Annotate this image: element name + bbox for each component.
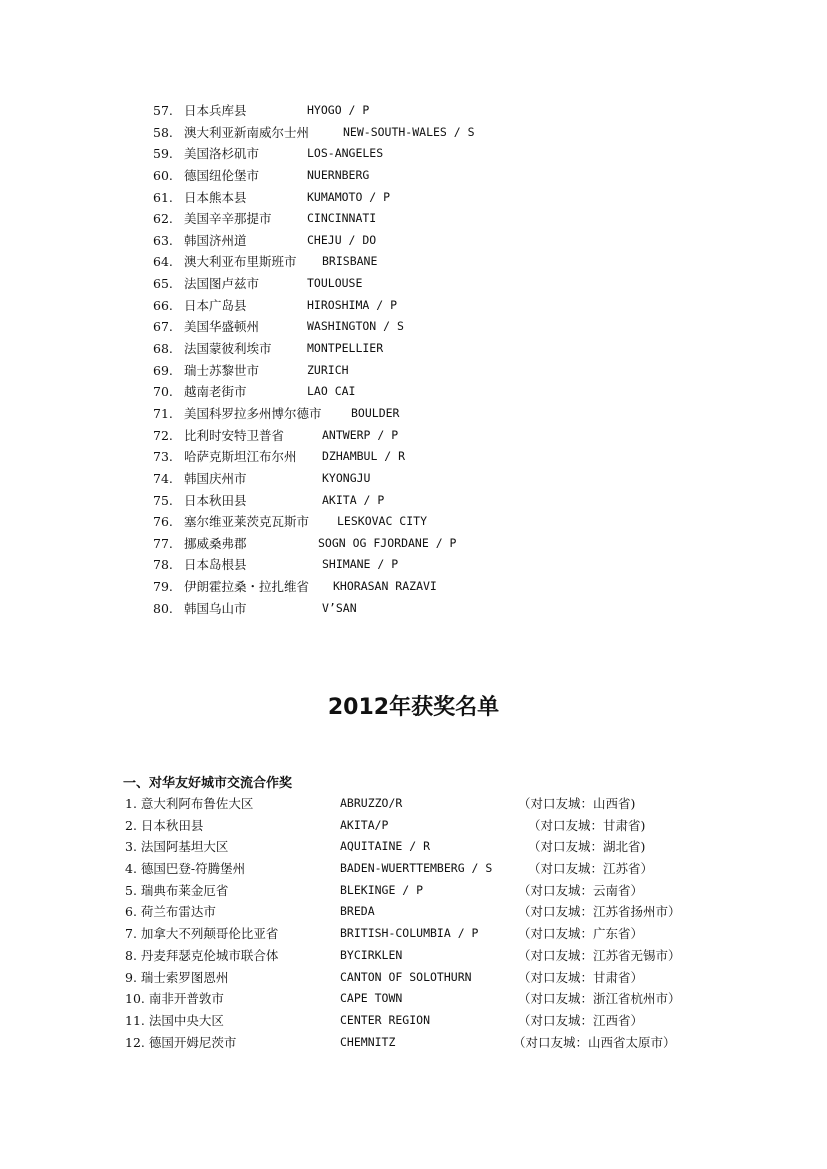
item-number: 80. — [153, 600, 173, 616]
item-number: 69. — [153, 362, 173, 378]
city-name-chinese: 12. 德国开姆尼茨市 — [125, 1034, 237, 1050]
list-item — [0, 858, 827, 880]
city-name-english: CENTER REGION — [340, 1012, 431, 1027]
city-name-english: KHORASAN RAZAVI — [333, 579, 437, 594]
list-item — [0, 576, 827, 598]
city-name-chinese: 法国蒙彼利埃市 — [184, 341, 272, 357]
item-number: 62. — [153, 211, 173, 227]
city-name-chinese: 澳大利亚布里斯班市 — [184, 254, 297, 270]
item-number: 79. — [153, 579, 173, 595]
city-name-english: NUERNBERG — [307, 167, 370, 182]
city-name-chinese: 5. 瑞典布莱金厄省 — [125, 882, 229, 898]
city-name-chinese: 3. 法国阿基坦大区 — [125, 839, 229, 855]
city-name-english: BRISBANE — [322, 254, 378, 269]
list-item — [0, 923, 827, 945]
city-name-chinese: 日本秋田县 — [184, 492, 247, 508]
city-name-english: CHEMNITZ — [340, 1034, 396, 1049]
list-item — [0, 554, 827, 576]
city-name-english: V’SAN — [322, 600, 357, 615]
item-number: 71. — [153, 405, 173, 421]
list-item — [0, 468, 827, 490]
city-name-chinese: 韩国乌山市 — [184, 600, 247, 616]
list-item — [0, 338, 827, 360]
list-item — [0, 793, 827, 815]
list-item — [0, 945, 827, 967]
list-item — [0, 425, 827, 447]
item-number: 64. — [153, 254, 173, 270]
city-name-english: BRITISH-COLUMBIA / P — [340, 926, 479, 941]
city-name-chinese: 7. 加拿大不列颠哥伦比亚省 — [125, 926, 279, 942]
item-number: 57. — [153, 103, 173, 118]
city-name-english: LOS-ANGELES — [307, 146, 384, 161]
item-number: 76. — [153, 514, 173, 530]
list-item — [0, 143, 827, 165]
city-name-english: SOGN OG FJORDANE / P — [318, 535, 457, 550]
item-number: 67. — [153, 319, 173, 335]
partner-city: （对口友城：山西省太原市） — [513, 1034, 676, 1050]
list-item — [0, 988, 827, 1010]
list-item — [0, 208, 827, 230]
partner-city: （对口友城：广东省） — [518, 926, 644, 942]
city-name-english: HIROSHIMA / P — [307, 297, 398, 312]
city-name-chinese: 4. 德国巴登-符腾堡州 — [125, 861, 246, 877]
city-name-chinese: 美国洛杉矶市 — [184, 146, 260, 162]
list-item — [0, 880, 827, 902]
list-item — [0, 251, 827, 273]
city-name-chinese: 10. 南非开普敦市 — [125, 991, 224, 1007]
city-name-english: NEW-SOUTH-WALES / S — [343, 124, 475, 139]
list-item — [0, 967, 827, 989]
item-number: 78. — [153, 557, 173, 573]
partner-city: （对口友城：云南省） — [518, 882, 644, 898]
city-name-chinese: 比利时安特卫普省 — [184, 427, 285, 443]
city-name-english: KYONGJU — [322, 470, 371, 485]
item-number: 70. — [153, 384, 173, 400]
city-name-english: BADEN-WUERTTEMBERG / S — [340, 861, 493, 876]
partner-city: （对口友城：湖北省) — [528, 839, 646, 855]
city-name-chinese: 日本兵库县 — [184, 103, 247, 118]
list-item — [0, 490, 827, 512]
list-item — [0, 511, 827, 533]
list-item — [0, 815, 827, 837]
city-name-chinese: 澳大利亚新南威尔士州 — [184, 124, 310, 140]
city-name-english: DZHAMBUL / R — [322, 449, 406, 464]
city-name-english: AKITA / P — [322, 492, 385, 507]
list-item — [0, 165, 827, 187]
list-item — [0, 273, 827, 295]
city-name-english: SHIMANE / P — [322, 557, 399, 572]
list-item — [0, 122, 827, 144]
city-name-chinese: 德国纽伦堡市 — [184, 167, 260, 183]
list-item — [0, 446, 827, 468]
city-name-chinese: 11. 法国中央大区 — [125, 1012, 224, 1028]
list-item — [0, 1032, 827, 1054]
city-name-english: LESKOVAC CITY — [337, 514, 428, 529]
city-name-chinese: 1. 意大利阿布鲁佐大区 — [125, 796, 254, 811]
city-name-chinese: 日本广岛县 — [184, 297, 247, 313]
city-name-english: CINCINNATI — [307, 211, 377, 226]
city-name-english: KUMAMOTO / P — [307, 189, 391, 204]
city-name-chinese: 越南老街市 — [184, 384, 247, 400]
city-name-chinese: 6. 荷兰布雷达市 — [125, 904, 216, 920]
partner-city: （对口友城：山西省) — [518, 796, 636, 811]
city-name-english: BREDA — [340, 904, 375, 919]
list-item — [0, 360, 827, 382]
city-name-chinese: 韩国济州道 — [184, 232, 247, 248]
partner-city: （对口友城：浙江省杭州市） — [518, 991, 681, 1007]
city-name-chinese: 法国图卢兹市 — [184, 276, 260, 292]
item-number: 72. — [153, 427, 173, 443]
city-name-chinese: 2. 日本秋田县 — [125, 817, 204, 833]
city-name-chinese: 挪威桑弗郡 — [184, 535, 247, 551]
city-name-english: CHEJU / DO — [307, 232, 377, 247]
city-name-chinese: 美国华盛顿州 — [184, 319, 260, 335]
list-item — [0, 403, 827, 425]
city-name-english: ABRUZZO/R — [340, 796, 403, 810]
city-name-english: AKITA/P — [340, 817, 389, 832]
city-name-chinese: 日本岛根县 — [184, 557, 247, 573]
award-list-2012-section1 — [0, 793, 827, 1053]
city-name-english: AQUITAINE / R — [340, 839, 431, 854]
list-item — [0, 836, 827, 858]
item-number: 58. — [153, 124, 173, 140]
partner-city: （对口友城：甘肃省） — [518, 969, 644, 985]
city-name-english: LAO CAI — [307, 384, 356, 399]
item-number: 63. — [153, 232, 173, 248]
list-item — [0, 533, 827, 555]
partner-city: （对口友城：甘肃省) — [528, 817, 646, 833]
city-name-chinese: 伊朗霍拉桑・拉扎维省 — [184, 579, 310, 595]
city-name-chinese: 8. 丹麦拜瑟克伦城市联合体 — [125, 947, 279, 963]
city-name-english: BYCIRKLEN — [340, 947, 403, 962]
partner-city: （对口友城：江苏省） — [528, 861, 654, 877]
list-item — [0, 381, 827, 403]
item-number: 74. — [153, 470, 173, 486]
list-item — [0, 598, 827, 620]
city-name-chinese: 韩国庆州市 — [184, 470, 247, 486]
city-name-english: WASHINGTON / S — [307, 319, 404, 334]
city-name-english: HYOGO / P — [307, 103, 370, 117]
city-name-english: BOULDER — [351, 405, 400, 420]
list-item — [0, 187, 827, 209]
partner-city: （对口友城：江苏省无锡市） — [518, 947, 681, 963]
item-number: 61. — [153, 189, 173, 205]
city-name-english: TOULOUSE — [307, 276, 363, 291]
partner-city: （对口友城：江西省） — [518, 1012, 644, 1028]
item-number: 73. — [153, 449, 173, 465]
list-item — [0, 1010, 827, 1032]
item-number: 60. — [153, 167, 173, 183]
city-name-chinese: 美国辛辛那提市 — [184, 211, 272, 227]
page-title: 2012年获奖名单 — [327, 695, 500, 720]
item-number: 68. — [153, 341, 173, 357]
city-name-chinese: 瑞士苏黎世市 — [184, 362, 260, 378]
city-name-chinese: 哈萨克斯坦江布尔州 — [184, 449, 297, 465]
item-number: 66. — [153, 297, 173, 313]
city-name-english: CANTON OF SOLOTHURN — [340, 969, 472, 984]
city-name-english: CAPE TOWN — [340, 991, 403, 1006]
list-item — [0, 316, 827, 338]
item-number: 75. — [153, 492, 173, 508]
city-name-chinese: 9. 瑞士索罗图恩州 — [125, 969, 229, 985]
city-name-chinese: 塞尔维亚莱茨克瓦斯市 — [184, 514, 310, 530]
city-name-english: ANTWERP / P — [322, 427, 399, 442]
city-name-english: BLEKINGE / P — [340, 882, 424, 897]
list-item — [0, 100, 827, 122]
partner-city: （对口友城：江苏省扬州市） — [518, 904, 681, 920]
city-name-chinese: 美国科罗拉多州博尔德市 — [184, 405, 322, 421]
city-name-english: MONTPELLIER — [307, 341, 384, 356]
city-name-english: ZURICH — [307, 362, 349, 377]
list-item — [0, 901, 827, 923]
item-number: 59. — [153, 146, 173, 162]
item-number: 65. — [153, 276, 173, 292]
item-number: 77. — [153, 535, 173, 551]
award-list-2011-tail — [0, 100, 827, 619]
list-item — [0, 295, 827, 317]
section-heading: 一、对华友好城市交流合作奖 — [123, 776, 293, 791]
city-name-chinese: 日本熊本县 — [184, 189, 247, 205]
list-item — [0, 230, 827, 252]
